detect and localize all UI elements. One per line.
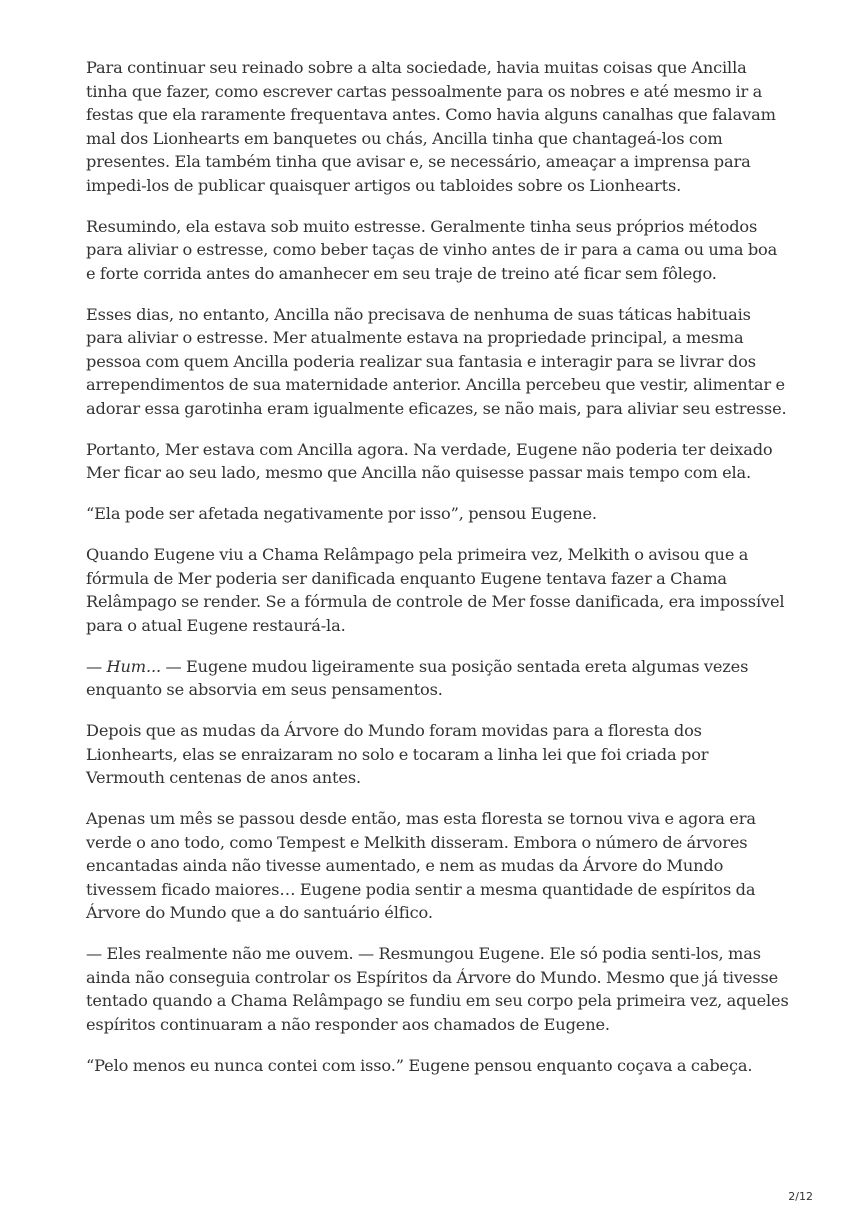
italic-interjection: Hum...: [106, 656, 161, 676]
paragraph-7-rest: — Eugene mudou ligeiramente sua posição sentada ereta algumas vezes enquanto se absorvia em seus pensamentos.: [86, 656, 749, 699]
page-number: 2/12: [788, 1190, 813, 1203]
paragraph-7: [86, 655, 790, 702]
paragraph-5: “Ela pode ser afetada negativamente por isso”, pensou Eugene.: [86, 504, 597, 523]
paragraph-6: Quando Eugene viu a Chama Relâmpago pela primeira vez, Melkith o avisou que a fórmula de Mer poderia ser danificada enquanto Eugene tentava fazer a Chama Relâmpago se render. Se a fórmula de controle de Mer fosse danificada, era impossível para o atual Eugene restaurá-la.: [86, 545, 785, 635]
paragraph-1: Para continuar seu reinado sobre a alta sociedade, havia muitas coisas que Ancilla tinha que fazer, como escrever cartas pessoalmente para os nobres e até mesmo ir a festas que ela raramente frequentava antes. Como havia alguns canalhas que falavam mal dos Lionhearts em banquetes ou chás, Ancilla tinha que chantageá-los com presentes. Ela também tinha que avisar e, se necessário, ameaçar a imprensa para impedi-los de publicar quaisquer artigos ou tabloides sobre os Lionhearts.: [86, 58, 776, 195]
paragraph-10: — Eles realmente não me ouvem. — Resmungou Eugene. Ele só podia senti-los, mas ainda não conseguia controlar os Espíritos da Árvore do Mundo. Mesmo que já tivesse tentado quando a Chama Relâmpago se fundiu em seu corpo pela primeira vez, aqueles espíritos continuaram a não responder aos chamados de Eugene.: [86, 944, 789, 1034]
paragraph-4: Portanto, Mer estava com Ancilla agora. Na verdade, Eugene não poderia ter deixado Mer ficar ao seu lado, mesmo que Ancilla não quisesse passar mais tempo com ela.: [86, 439, 773, 482]
paragraph-8: Depois que as mudas da Árvore do Mundo foram movidas para a floresta dos Lionhearts, elas se enraizaram no solo e tocaram a linha lei que foi criada por Vermouth centenas de anos antes.: [86, 721, 709, 787]
dash-text: —: [86, 656, 107, 676]
document-page: [86, 56, 790, 1095]
paragraph-3: Esses dias, no entanto, Ancilla não precisava de nenhuma de suas táticas habituais para aliviar o estresse. Mer atualmente estava na propriedade principal, a mesma pessoa com quem Ancilla poderia realizar sua fantasia e interagir para se livrar dos arrependimentos de sua maternidade anterior. Ancilla percebeu que vestir, alimentar e adorar essa garotinha eram igualmente eficazes, se não mais, para aliviar seu estresse.: [86, 304, 787, 418]
paragraph-11: “Pelo menos eu nunca contei com isso.” Eugene pensou enquanto coçava a cabeça.: [86, 1055, 753, 1075]
paragraph-2: Resumindo, ela estava sob muito estresse. Geralmente tinha seus próprios métodos para aliviar o estresse, como beber taças de vinho antes de ir para a cama ou uma boa e forte corrida antes do amanhecer em seu traje de treino até ficar sem fôlego.: [86, 216, 778, 283]
paragraph-9: Apenas um mês se passou desde então, mas esta floresta se tornou viva e agora era verde o ano todo, como Tempest e Melkith disseram. Embora o número de árvores encantadas ainda não tivesse aumentado, e nem as mudas da Árvore do Mundo tivessem ficado maiores… Eugene podia sentir a mesma quantidade de espíritos da Árvore do Mundo que a do santuário élfico.: [86, 809, 756, 922]
